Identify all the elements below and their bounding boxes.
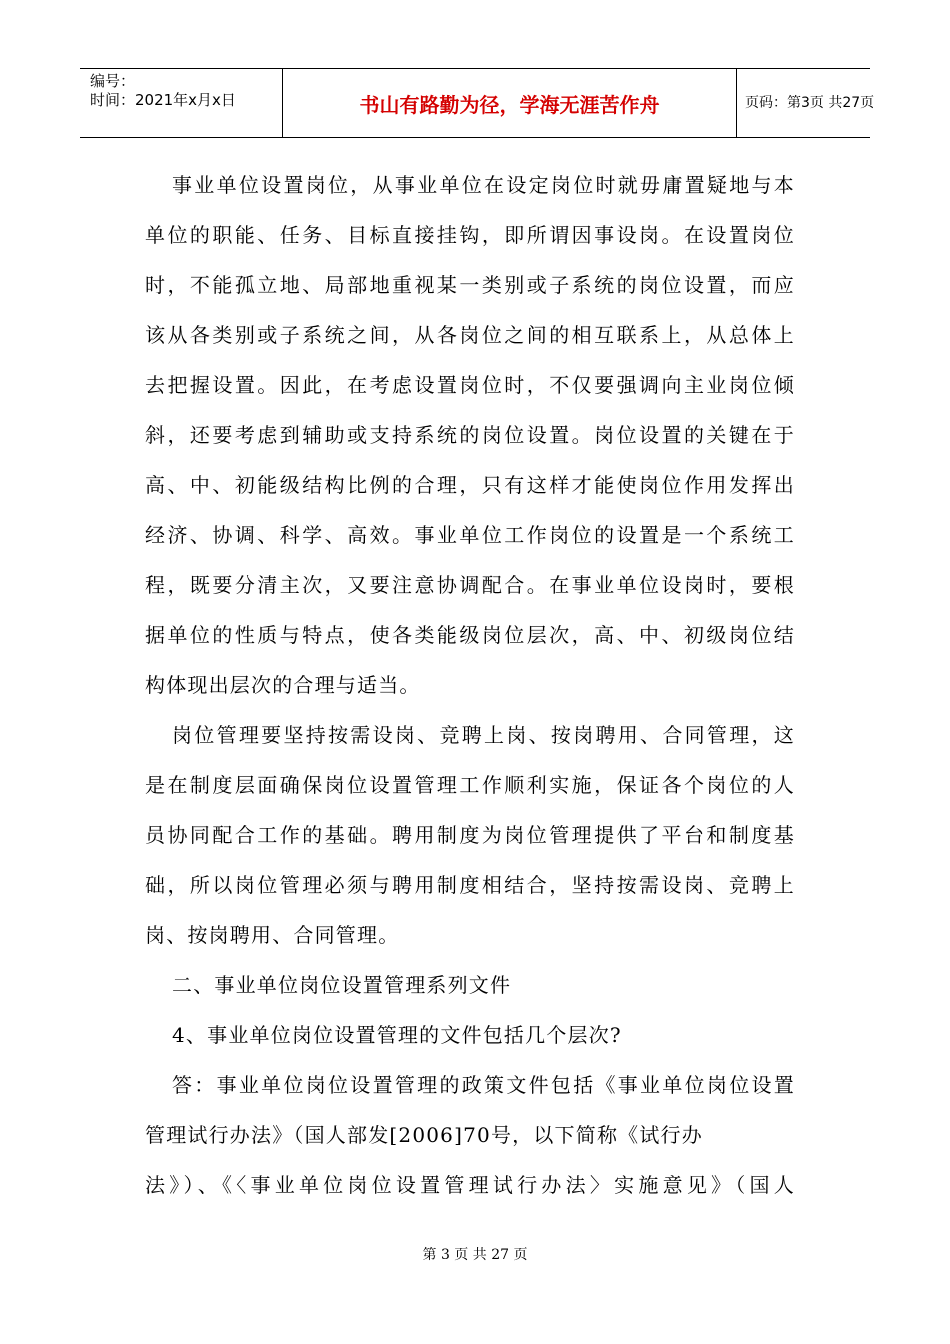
body-text <box>145 160 795 1210</box>
question-heading: 4、事业单位岗位设置管理的文件包括几个层次? <box>172 1023 622 1047</box>
paragraph-line: 法》）、《〈事业单位岗位设置管理试行办法〉实施意见》（国人 <box>145 1173 795 1197</box>
paragraph-line: 岗、按岗聘用、合同管理。 <box>145 923 400 947</box>
paragraph-line: 该从各类别或子系统之间，从各岗位之间的相互联系上，从总体上 <box>145 323 795 347</box>
paragraph-line: 单位的职能、任务、目标直接挂钩，即所谓因事设岗。在设置岗位 <box>145 223 795 247</box>
header-page-info: 页码：第3页 共27页 <box>745 95 875 111</box>
header-motto: 书山有路勤为径，学海无涯苦作舟 <box>359 93 660 117</box>
document-date: 时间：2021年x月x日 <box>90 91 236 109</box>
paragraph-line: 管理试行办法》（国人部发[2006]70号，以下简称《试行办 <box>145 1123 703 1147</box>
paragraph-line: 事业单位设置岗位，从事业单位在设定岗位时就毋庸置疑地与本 <box>172 173 795 197</box>
page-footer: 第 3 页 共 27 页 <box>422 1247 528 1263</box>
paragraph-line: 据单位的性质与特点，使各类能级岗位层次，高、中、初级岗位结 <box>145 623 795 647</box>
paragraph-line: 础，所以岗位管理必须与聘用制度相结合，坚持按需设岗、竞聘上 <box>145 873 795 897</box>
document-number: 编号： <box>90 72 136 90</box>
paragraph-line: 时，不能孤立地、局部地重视某一类别或子系统的岗位设置，而应 <box>145 273 795 297</box>
paragraph-line: 程，既要分清主次，又要注意协调配合。在事业单位设岗时，要根 <box>145 573 795 597</box>
paragraph-line: 构体现出层次的合理与适当。 <box>145 673 421 697</box>
header-meta-cell <box>80 69 283 137</box>
header-table <box>80 68 875 138</box>
header-motto-cell <box>283 69 737 137</box>
paragraph-line: 斜，还要考虑到辅助或支持系统的岗位设置。岗位设置的关键在于 <box>145 423 795 447</box>
paragraph-line: 经济、协调、科学、高效。事业单位工作岗位的设置是一个系统工 <box>145 523 795 547</box>
paragraph-line: 岗位管理要坚持按需设岗、竞聘上岗、按岗聘用、合同管理，这 <box>172 723 795 747</box>
header-page-cell <box>737 69 875 137</box>
paragraph-line: 是在制度层面确保岗位设置管理工作顺利实施，保证各个岗位的人 <box>145 773 795 797</box>
paragraph-line: 员协同配合工作的基础。聘用制度为岗位管理提供了平台和制度基 <box>145 823 795 847</box>
paragraph-line: 答：事业单位岗位设置管理的政策文件包括《事业单位岗位设置 <box>172 1073 795 1097</box>
paragraph-line: 高、中、初能级结构比例的合理，只有这样才能使岗位作用发挥出 <box>145 473 795 497</box>
section-heading: 二、事业单位岗位设置管理系列文件 <box>172 973 512 997</box>
paragraph-line: 去把握设置。因此，在考虑设置岗位时，不仅要强调向主业岗位倾 <box>145 373 795 397</box>
